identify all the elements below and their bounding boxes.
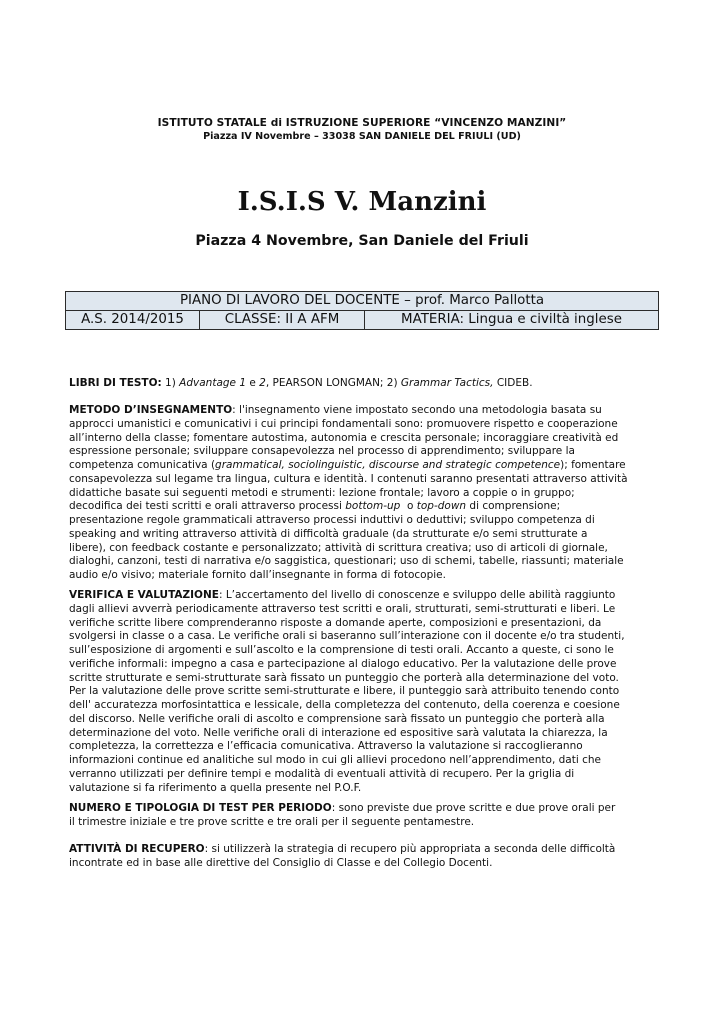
- page-title: I.S.I.S V. Manzini: [237, 187, 487, 217]
- book-title: Grammar Tactics,: [400, 377, 494, 389]
- text-line: approcci umanistici e comunicativi i cui principi fondamentali sono: promuovere rispetto e cooperazione: [69, 417, 618, 430]
- teaching-method-section: [69, 404, 656, 583]
- section-label: ATTIVITÀ DI RECUPERO: [69, 843, 205, 855]
- text-line: dialoghi, canzoni, testi di narrativa e/o saggistica, questionari; uso di schemi, tabelle, riassunti; materiale: [69, 555, 624, 568]
- book-title: 2: [259, 377, 266, 389]
- text-line: verranno utilizzati per definire tempi e modalità di eventuali attività di recupero. Per la griglia di: [69, 767, 575, 780]
- text-line: verifiche informali: impegno a casa e partecipazione al dialogo educativo. Per la valutazione delle prove: [69, 657, 617, 670]
- book-title: Advantage 1: [179, 377, 247, 389]
- text-line: Per la valutazione delle prove scritte semi-strutturate e libere, il punteggio sarà attribuito tenendo conto: [69, 685, 620, 698]
- recovery-section: [69, 843, 656, 871]
- text-line: svolgersi in classe o a casa. Le verifiche orali si baseranno sull’interazione con il docente e/o tra studenti,: [69, 630, 625, 643]
- text-line: scritte strutturate e semi-strutturate sarà fissato un punteggio che porterà alla determinazione del voto.: [69, 671, 619, 684]
- text-line: presentazione regole grammaticali attraverso processi induttivi o deduttivi; sviluppo competenza di: [69, 514, 595, 526]
- text-line: ATTIVITÀ DI RECUPERO: si utilizzerà la strategia di recupero più appropriata a seconda delle difficoltà: [69, 843, 616, 855]
- text-line: dagli allievi avverrà periodicamente attraverso test scritti e orali, strutturati, semi-strutturati e liberi. Le: [69, 602, 616, 615]
- text-line: sull’esposizione di argomenti e sull’ascolto e la comprensione di testi orali. Accanto a queste, ci sono le: [69, 644, 614, 656]
- subject-cell: MATERIA: Lingua e civiltà inglese: [365, 311, 659, 330]
- text-line: consapevolezza sul legame tra lingua, cultura e identità. I contenuti saranno presentati attraverso attività: [69, 472, 628, 485]
- text-line: METODO D’INSEGNAMENTO: l'insegnamento viene impostato secondo una metodologia basata su: [69, 404, 602, 416]
- section-label: METODO D’INSEGNAMENTO: [69, 404, 233, 416]
- text-line: informazioni continue ed analitiche sul modo in cui gli allievi procedono nell’apprendimento, dati che: [69, 754, 601, 766]
- test-count-section: [69, 802, 656, 830]
- page-subtitle: Piazza 4 Novembre, San Daniele del Friuli: [195, 233, 529, 249]
- text-line: determinazione del voto. Nelle verifiche orali di interazione ed espositive sarà valutata la chiarezza, la: [69, 726, 608, 739]
- text-line: il trimestre iniziale e tre prove scritte e tre orali per il seguente pentamestre.: [69, 815, 475, 828]
- text-line: speaking and writing attraverso attività di difficoltà graduale (da strutturate e/o semi strutturate a: [69, 527, 588, 540]
- text-line: didattiche basate sui seguenti metodi e strumenti: lezione frontale; lavoro a coppie o in gruppo;: [69, 486, 575, 499]
- text-line: verifiche scritte libere comprenderanno risposte a domande aperte, composizioni e presentazioni, da: [69, 616, 602, 629]
- text-line: espressione personale; sviluppare consapevolezza nel processo di apprendimento; sviluppare la: [69, 445, 575, 458]
- section-label: VERIFICA E VALUTAZIONE: [69, 589, 219, 601]
- text-line: libere), con feedback costante e personalizzato; attività di scrittura creativa; uso di articoli di giornale,: [69, 541, 608, 554]
- text-line: competenza comunicativa (grammatical, sociolinguistic, discourse and strategic competence); fomentare: [69, 459, 626, 471]
- assessment-section: [69, 589, 656, 795]
- text-line: del discorso. Nelle verifiche orali di ascolto e comprensione sarà fissato un punteggio che porterà alla: [69, 712, 605, 725]
- textbooks-line: LIBRI DI TESTO: 1) Advantage 1 e 2, PEARSON LONGMAN; 2) Grammar Tactics, CIDEB.: [69, 377, 533, 389]
- section-label: NUMERO E TIPOLOGIA DI TEST PER PERIODO: [69, 802, 332, 814]
- text-line: incontrate ed in base alle direttive del Consiglio di Classe e del Collegio Docenti.: [69, 856, 493, 869]
- plan-teacher-cell: PIANO DI LAVORO DEL DOCENTE – prof. Marco Pallotta: [66, 292, 659, 311]
- text-line: completezza, la correttezza e l’efficacia comunicativa. Attraverso la valutazione si raccoglieranno: [69, 740, 583, 753]
- table-row: [66, 311, 659, 330]
- text-line: audio e/o visivo; materiale fornito dall’insegnante in forma di fotocopie.: [69, 569, 446, 581]
- school-year-cell: A.S. 2014/2015: [66, 311, 200, 330]
- text-line: VERIFICA E VALUTAZIONE: L’accertamento del livello di conoscenze e sviluppo delle abilità raggiunto: [69, 589, 616, 601]
- text-line: dell' accuratezza morfosintattica e lessicale, della completezza del contenuto, della coerenza e coesione: [69, 699, 620, 711]
- textbooks-section: [69, 377, 656, 391]
- text-line: NUMERO E TIPOLOGIA DI TEST PER PERIODO: sono previste due prove scritte e due prove orali per: [69, 802, 616, 814]
- text-line: decodifica dei testi scritti e orali attraverso processi bottom-up o top-down di comprensione;: [69, 500, 561, 513]
- table-row: [66, 292, 659, 311]
- text-line: all’interno della classe; fomentare autostima, autonomia e crescita personale; incoraggiare creatività ed: [69, 431, 619, 444]
- text-line: valutazione si fa riferimento a quella presente nel P.O.F.: [69, 781, 362, 794]
- work-plan-table: [65, 291, 659, 330]
- class-cell: CLASSE: II A AFM: [200, 311, 365, 330]
- institute-address: Piazza IV Novembre – 33038 SAN DANIELE DEL FRIULI (UD): [203, 131, 521, 142]
- section-label: LIBRI DI TESTO:: [69, 377, 162, 389]
- institute-name: ISTITUTO STATALE di ISTRUZIONE SUPERIORE “VINCENZO MANZINI”: [157, 117, 567, 129]
